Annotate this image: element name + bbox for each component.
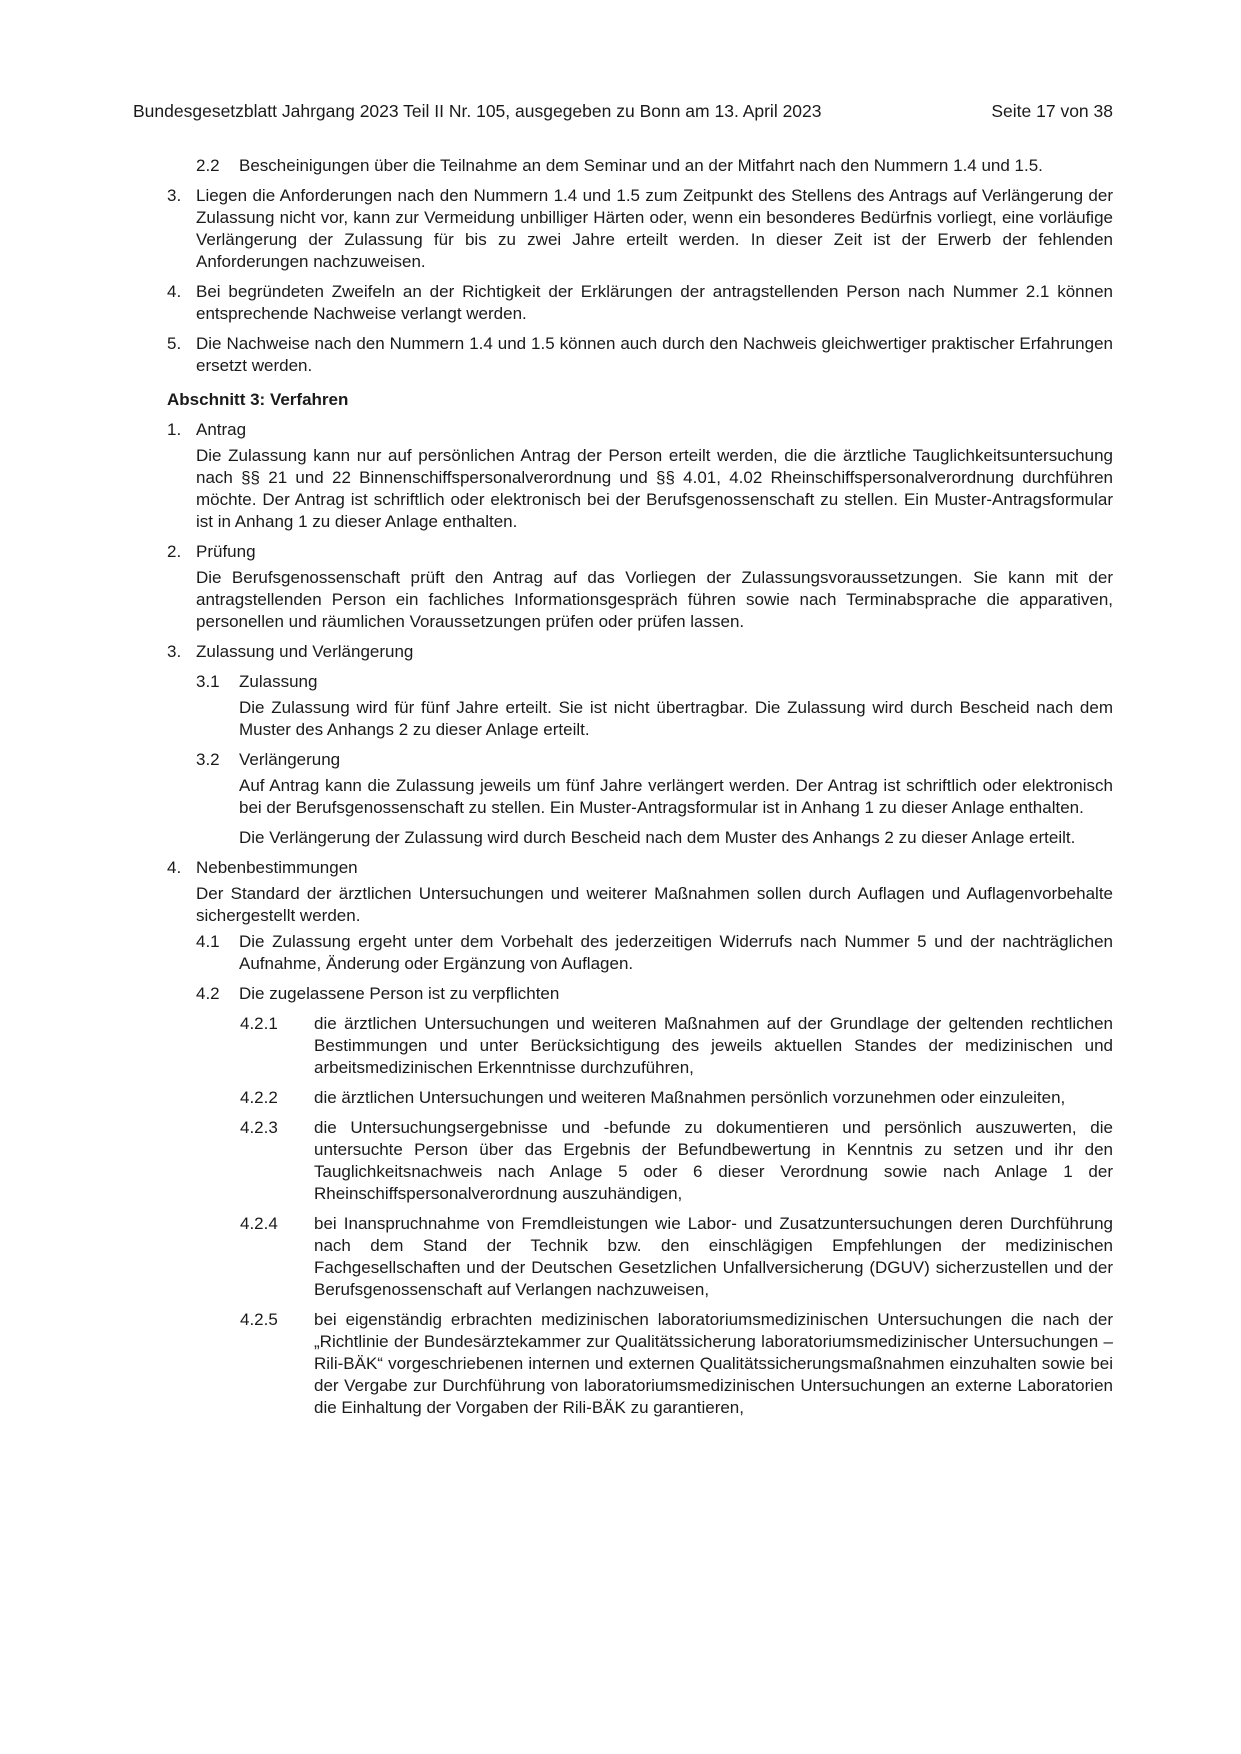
- item-text: die ärztlichen Untersuchungen und weiteren Maßnahmen auf der Grundlage der geltenden rechtlichen Bestimmungen und unter Berücksichtigung des jeweils aktuellen Standes der medizinischen und arbeitsmedizinischen Erkenntnisse durchzuführen,: [314, 1014, 1113, 1077]
- paragraph-antrag: Die Zulassung kann nur auf persönlichen Antrag der Person erteilt werden, die die ärztliche Tauglichkeitsuntersuchung nach §§ 21 und 22 Binnenschiffspersonalverordnung und §§ 4.01, 4.02 Rheinschiffspersonalverordnung durchführen möchte. Der Antrag ist schriftlich oder elektronisch bei der Berufsgenossenschaft zu stellen. Ein Muster-Antragsformular ist in Anhang 1 zu dieser Anlage enthalten.: [196, 446, 1113, 531]
- item-number: 4.2.2: [240, 1088, 278, 1107]
- item-text: bei eigenständig erbrachten medizinischen laboratoriumsmedizinischen Untersuchungen die nach der „Richtlinie der Bundesärztekammer zur Qualitätssicherung laboratoriumsmedizinischer Untersuchungen – Rili-BÄK“ vorgeschriebenen internen und externen Qualitätssicherungsmaßnahmen einzuhalten sowie bei der Vergabe zur Durchführung von laboratoriumsmedizinischen Untersuchungen an externe Laboratorien die Einhaltung der Vorgaben der Rili-BÄK zu garantieren,: [314, 1310, 1113, 1417]
- list-item-4-2-2: [240, 1087, 1113, 1109]
- page-header: [133, 100, 1113, 122]
- item-text: Bescheinigungen über die Teilnahme an dem Seminar und an der Mitfahrt nach den Nummern 1.4 und 1.5.: [239, 156, 1043, 175]
- list-item-4-2: [196, 983, 1113, 1005]
- item-number: 4.2.5: [240, 1310, 278, 1329]
- list-item-4-1: [196, 931, 1113, 975]
- list-item-antrag: [167, 419, 1113, 441]
- item-text: Die Nachweise nach den Nummern 1.4 und 1.5 können auch durch den Nachweis gleichwertiger praktischer Erfahrungen ersetzt werden.: [196, 334, 1113, 375]
- list-item-4-2-3: [240, 1117, 1113, 1205]
- item-number: 4.1: [196, 932, 220, 951]
- item-title: Nebenbestimmungen: [196, 858, 358, 877]
- item-text: Die zugelassene Person ist zu verpflichten: [239, 984, 560, 1003]
- list-item-4-2-5: [240, 1309, 1113, 1419]
- list-item-pruefung: [167, 541, 1113, 563]
- list-item-3: [167, 185, 1113, 273]
- item-number: 3.2: [196, 750, 220, 769]
- item-text: Bei begründeten Zweifeln an der Richtigkeit der Erklärungen der antragstellenden Person nach Nummer 2.1 können entsprechende Nachweise verlangt werden.: [196, 282, 1113, 323]
- item-number: 4.2.1: [240, 1014, 278, 1033]
- list-item-zulassung: [167, 641, 1113, 663]
- list-item-4-2-1: [240, 1013, 1113, 1079]
- header-publication: Bundesgesetzblatt Jahrgang 2023 Teil II Nr. 105, ausgegeben zu Bonn am 13. April 2023: [133, 101, 822, 121]
- paragraph-pruefung: Die Berufsgenossenschaft prüft den Antrag auf das Vorliegen der Zulassungsvoraussetzungen. Sie kann mit der antragstellenden Person ein fachliches Informationsgespräch führen sowie nach Terminabsprache die apparativen, personellen und räumlichen Voraussetzungen prüfen oder prüfen lassen.: [196, 568, 1113, 631]
- item-title: Prüfung: [196, 542, 256, 561]
- item-number: 4.: [167, 858, 182, 877]
- list-item-4-2-4: [240, 1213, 1113, 1301]
- item-text: Liegen die Anforderungen nach den Nummern 1.4 und 1.5 zum Zeitpunkt des Stellens des Antrags auf Verlängerung der Zulassung nicht vor, kann zur Vermeidung unbilliger Härten oder, wenn ein besonderes Bedürfnis vorliegt, eine vorläufige Verlängerung der Zulassung für bis zu zwei Jahre erteilt werden. In dieser Zeit ist der Erwerb der fehlenden Anforderungen nachzuweisen.: [196, 186, 1113, 271]
- item-text: bei Inanspruchnahme von Fremdleistungen wie Labor- und Zusatzuntersuchungen deren Durchführung nach dem Stand der Technik bzw. den einschlägigen Empfehlungen der medizinischen Fachgesellschaften und der Deutschen Gesetzlichen Unfallversicherung (DGUV) sicherzustellen und der Berufsgenossenschaft auf Verlangen nachzuweisen,: [314, 1214, 1113, 1299]
- item-title: Zulassung: [239, 672, 318, 691]
- item-title: Zulassung und Verlängerung: [196, 642, 414, 661]
- list-item-5: [167, 333, 1113, 377]
- document-body: [167, 155, 1113, 1427]
- item-number: 3.: [167, 642, 182, 661]
- list-item-3-2: [196, 749, 1113, 771]
- item-text: Die Zulassung ergeht unter dem Vorbehalt des jederzeitigen Widerrufs nach Nummer 5 und der nachträglichen Aufnahme, Änderung oder Ergänzung von Auflagen.: [239, 932, 1113, 973]
- header-page-number: Seite 17 von 38: [991, 101, 1113, 121]
- item-title: Verlängerung: [239, 750, 341, 769]
- item-number: 3.1: [196, 672, 220, 691]
- item-number: 2.: [167, 542, 182, 561]
- paragraph-3-2-b: Die Verlängerung der Zulassung wird durch Bescheid nach dem Muster des Anhangs 2 zu dieser Anlage erteilt.: [239, 828, 1076, 847]
- item-title: Antrag: [196, 420, 247, 439]
- item-number: 2.2: [196, 156, 220, 175]
- section-heading: Abschnitt 3: Verfahren: [167, 390, 349, 409]
- list-item-2-2: [196, 155, 1113, 177]
- paragraph-nebenbestimmungen: Der Standard der ärztlichen Untersuchungen und weiterer Maßnahmen sollen durch Auflagen und Auflagenvorbehalte sichergestellt werden.: [196, 884, 1113, 925]
- item-text: die Untersuchungsergebnisse und -befunde zu dokumentieren und persönlich auszuwerten, die untersuchte Person über das Ergebnis der Befundbewertung in Kenntnis zu setzen und ihr den Tauglichkeitsnachweis nach Anlage 5 oder 6 dieser Verordnung sowie nach Anlage 1 der Rheinschiffspersonalverordnung auszuhändigen,: [314, 1118, 1113, 1203]
- item-number: 4.: [167, 282, 182, 301]
- list-item-nebenbestimmungen: [167, 857, 1113, 879]
- item-number: 4.2: [196, 984, 220, 1003]
- list-item-3-1: [196, 671, 1113, 693]
- item-text: die ärztlichen Untersuchungen und weiteren Maßnahmen persönlich vorzunehmen oder einzuleiten,: [314, 1088, 1066, 1107]
- paragraph-3-2-a: Auf Antrag kann die Zulassung jeweils um fünf Jahre verlängert werden. Der Antrag ist schriftlich oder elektronisch bei der Berufsgenossenschaft zu stellen. Ein Muster-Antragsformular ist in Anhang 1 zu dieser Anlage enthalten.: [239, 776, 1113, 817]
- item-number: 5.: [167, 334, 182, 353]
- paragraph-3-1: Die Zulassung wird für fünf Jahre erteilt. Sie ist nicht übertragbar. Die Zulassung wird durch Bescheid nach dem Muster des Anhangs 2 zu dieser Anlage erteilt.: [239, 698, 1113, 739]
- list-item-4: [167, 281, 1113, 325]
- item-number: 4.2.3: [240, 1118, 278, 1137]
- item-number: 3.: [167, 186, 182, 205]
- item-number: 1.: [167, 420, 182, 439]
- item-number: 4.2.4: [240, 1214, 278, 1233]
